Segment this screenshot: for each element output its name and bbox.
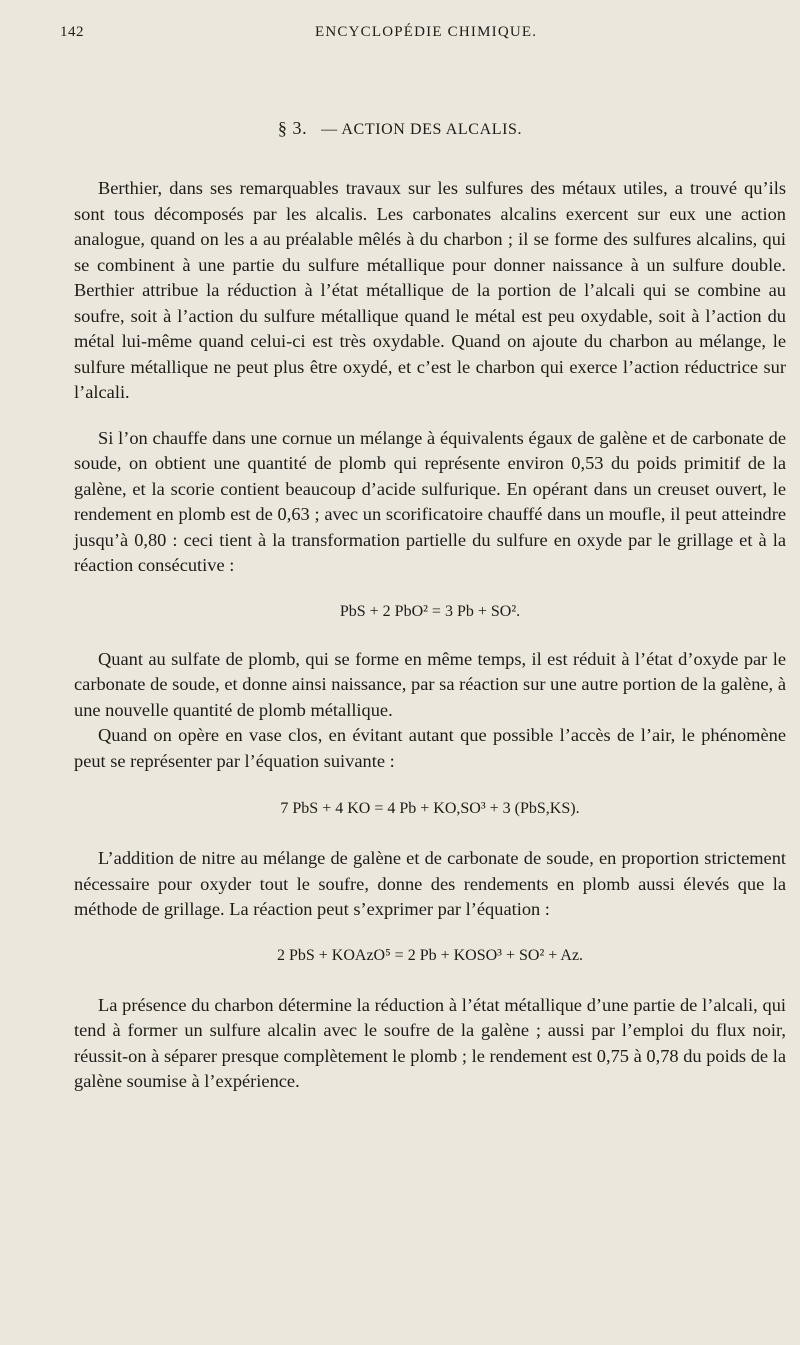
page-number: 142 — [60, 24, 84, 40]
section-number: § 3. — [277, 118, 308, 138]
body-text — [74, 176, 786, 1095]
paragraph-berthier: Berthier, dans ses remarquables travaux sur les sulfures des métaux utiles, a trouvé qu’ils sont tous décomposés par les alcalis. Les carbonates alcalins exercent sur eux une action analogue, quand on les a au préalable mêlés à du charbon ; il se forme des sulfures alcalins, qui se combinent à une partie du sulfure métallique pour donner naissance à un sulfure double. Berthier attribue la réduction à l’état métallique de la portion de l’alcali qui se combine au soufre, soit à l’action du sulfure métallique quand le métal est peu oxydable, soit à l’action du métal lui-même quand celui-ci est très oxydable. Quand on ajoute du charbon au mélange, le sulfure métallique ne peut plus être oxydé, et c’est le charbon qui exerce l’action réductrice sur l’alcali. — [74, 178, 786, 402]
paragraph-cornue: Si l’on chauffe dans une cornue un mélange à équivalents égaux de galène et de carbonate de soude, on obtient une quantité de plomb qui représente environ 0,53 du poids primitif de la galène, et la scorie contient beaucoup d’acide sulfurique. En opérant dans un creuset ouvert, le rendement en plomb est de 0,63 ; avec un scorificatoire chauffé dans un moufle, il peut atteindre jusqu’à 0,80 : ceci tient à la transformation partielle du sulfure en oxyde par le grillage et à la réaction consécutive : — [74, 427, 786, 575]
equation-1: PbS + 2 PbO² = 3 Pb + SO². — [339, 602, 521, 620]
running-head — [60, 24, 772, 46]
section-heading — [0, 118, 800, 139]
paragraph-vase-clos: Quand on opère en vase clos, en évitant autant que possible l’accès de l’air, le phénomène peut se représenter par l’équation suivante : — [74, 725, 786, 771]
section-title: — ACTION DES ALCALIS. — [321, 121, 523, 138]
paragraph-charbon: La présence du charbon détermine la réduction à l’état métallique d’une partie de l’alcali, qui tend à former un sulfure alcalin avec le soufre de la galène ; aussi par l’emploi du flux noir, réussit-on à séparer presque complètement le plomb ; le rendement est 0,75 à 0,78 du poids de la galène soumise à l’expérience. — [74, 994, 786, 1091]
equation-2: 7 PbS + 4 KO = 4 Pb + KO,SO³ + 3 (PbS,KS). — [280, 800, 580, 817]
paragraph-sulfate: Quant au sulfate de plomb, qui se forme en même temps, il est réduit à l’état d’oxyde par le carbonate de soude, et donne ainsi naissance, par sa réaction sur une autre portion de la galène, à une nouvelle quantité de plomb métallique. — [74, 648, 786, 720]
equation-3: 2 PbS + KOAzO⁵ = 2 Pb + KOSO³ + SO² + Az. — [276, 946, 584, 964]
paragraph-nitre: L’addition de nitre au mélange de galène et de carbonate de soude, en proportion strictement nécessaire pour oxyder tout le soufre, donne des rendements en plomb aussi élevés que la méthode de grillage. La réaction peut s’exprimer par l’équation : — [74, 848, 786, 919]
running-title: ENCYCLOPÉDIE CHIMIQUE. — [315, 24, 538, 40]
